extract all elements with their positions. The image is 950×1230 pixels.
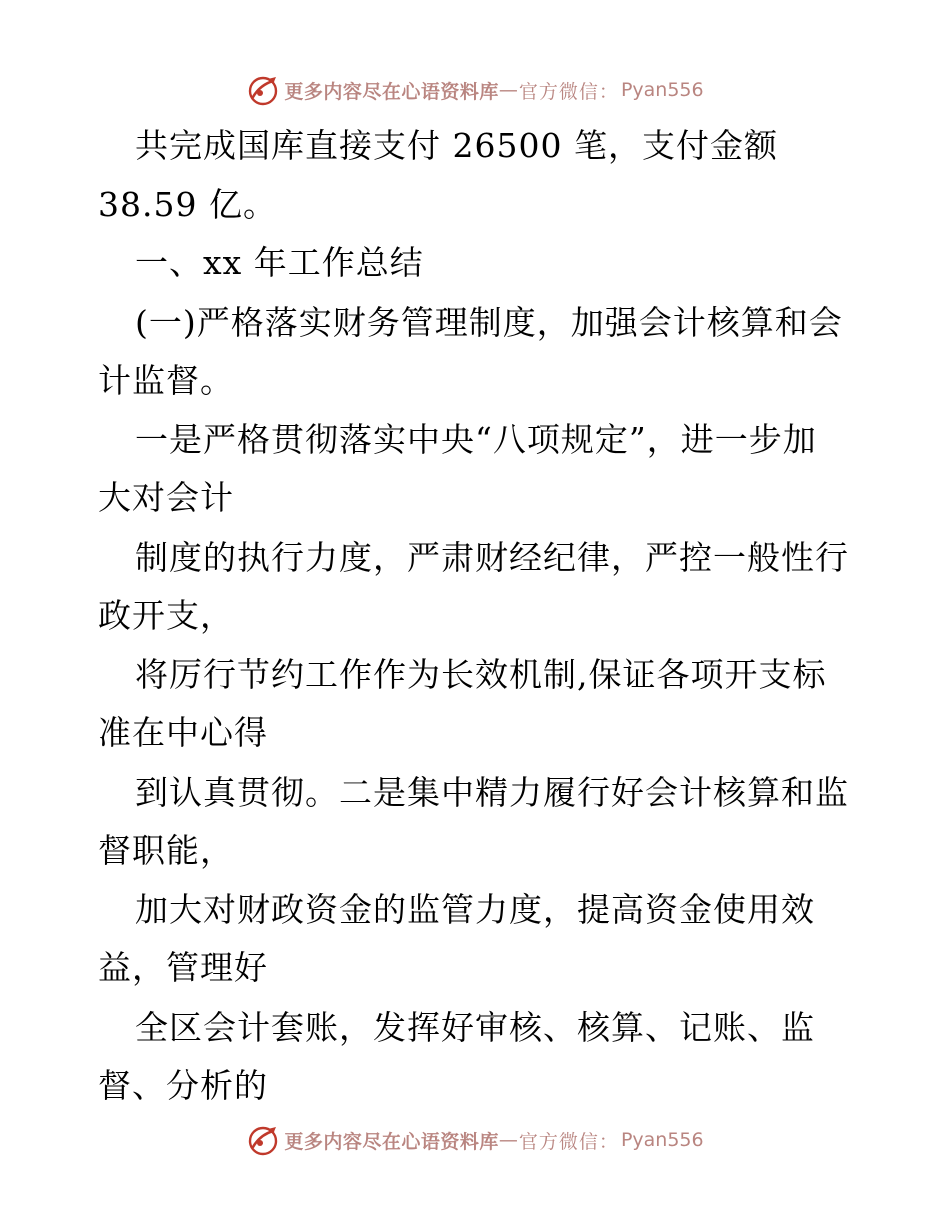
footer-watermark [0,1120,950,1160]
text-line: 准在中心得 [98,713,268,752]
subsection-heading: (一)严格落实财务管理制度，加强会计核算和会 [135,303,843,342]
text-line: 将厉行节约工作作为长效机制,保证各项开支标 [135,655,827,694]
watermark-main-text: 更多内容尽在心语资料库 [284,1130,499,1153]
text-line: 到认真贯彻。二是集中精力履行好会计核算和监 [135,773,849,812]
text-line: 制度的执行力度，严肃财经纪律，严控一般性行 [135,538,849,577]
text-line: 政开支， [98,596,234,635]
watermark-wechat-label: 官方微信： [518,80,619,103]
text-line: 益，管理好 [98,948,268,987]
text-line: 督、分析的 [98,1066,268,1105]
text-line: 督职能， [98,831,234,870]
text-line: 38.59 亿。 [98,185,277,224]
text-line: 一是严格贯彻落实中央“八项规定”，进一步加 [135,420,817,459]
watermark-wechat-id: Pyan556 [620,1129,704,1151]
watermark-separator: — [498,1129,519,1151]
text-line: 大对会计 [98,478,234,517]
pen-swirl-logo-icon [246,1123,280,1157]
text-line: 计监督。 [98,361,234,400]
watermark-wechat-id: Pyan556 [620,79,704,101]
text-line: 加大对财政资金的监管力度，提高资金使用效 [135,890,815,929]
watermark-separator: — [498,79,519,101]
watermark-wechat-label: 官方微信： [518,1130,619,1153]
section-heading: 一、xx 年工作总结 [135,243,424,282]
text-line: 全区会计套账，发挥好审核、核算、记账、监 [135,1008,815,1047]
watermark-main-text: 更多内容尽在心语资料库 [284,80,499,103]
text-line: 共完成国库直接支付 26500 笔，支付金额 [135,126,778,165]
